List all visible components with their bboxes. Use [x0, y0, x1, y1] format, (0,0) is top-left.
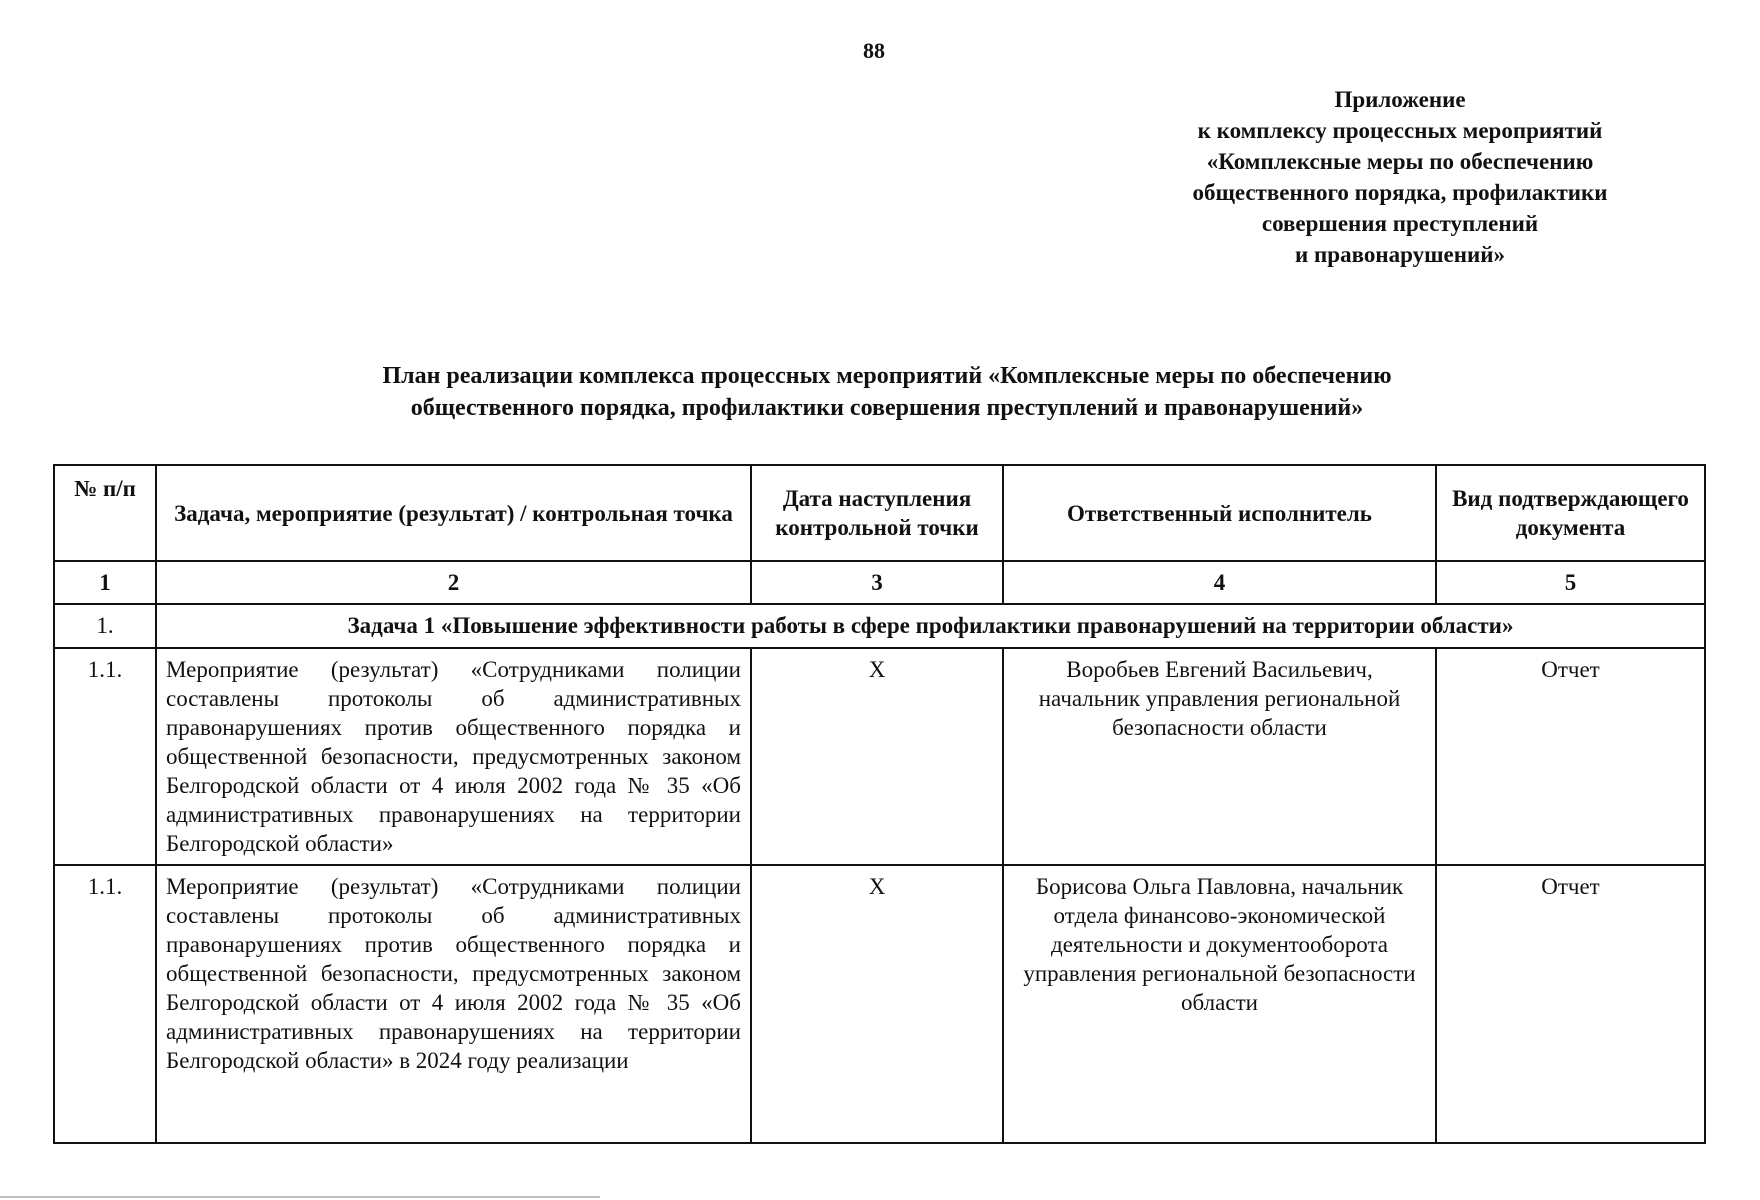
row-responsible: Воробьев Евгений Васильевич, начальник управления региональной безопасности области: [1003, 648, 1436, 865]
table-header-row: [54, 465, 1705, 561]
header-date: Дата наступления контрольной точки: [751, 465, 1003, 561]
appendix-line: и правонарушений»: [1295, 242, 1505, 267]
column-number: 2: [156, 561, 751, 604]
appendix-line: Приложение: [1334, 87, 1466, 112]
header-document: Вид подтверждающего документа: [1436, 465, 1705, 561]
row-document: Отчет: [1436, 865, 1705, 1143]
appendix-line: общественного порядка, профилактики: [1192, 180, 1608, 205]
scan-edge-line: [0, 1196, 600, 1198]
row-task: Мероприятие (результат) «Сотрудниками полиции составлены протоколы об административных правонарушениях против общественного порядка и общественной безопасности, предусмотренных законом Белгородской области от 4 июля 2002 года № 35 «Об административных правонарушениях на территории Белгородской области» в 2024 году реализации: [156, 865, 751, 1143]
column-number: 3: [751, 561, 1003, 604]
task-row: [54, 604, 1705, 648]
page-number: 88: [863, 38, 885, 63]
plan-title-line-1: План реализации комплекса процессных мероприятий «Комплексные меры по обеспечению: [382, 363, 1392, 389]
row-num: 1.1.: [54, 648, 156, 865]
row-date: Х: [751, 865, 1003, 1143]
plan-title-line-2: общественного порядка, профилактики совершения преступлений и правонарушений»: [410, 395, 1364, 421]
header-num: № п/п: [54, 465, 156, 561]
task-title: Задача 1 «Повышение эффективности работы в сфере профилактики правонарушений на территории области»: [156, 604, 1705, 648]
plan-title: [0, 360, 1760, 424]
appendix-line: совершения преступлений: [1261, 211, 1539, 236]
plan-table: [53, 464, 1706, 1144]
row-document: Отчет: [1436, 648, 1705, 865]
column-number: 1: [54, 561, 156, 604]
task-num: 1.: [54, 604, 156, 648]
row-task: Мероприятие (результат) «Сотрудниками полиции составлены протоколы об административных правонарушениях против общественного порядка и общественной безопасности, предусмотренных законом Белгородской области от 4 июля 2002 года № 35 «Об административных правонарушениях на территории Белгородской области»: [156, 648, 751, 865]
header-responsible: Ответственный исполнитель: [1003, 465, 1436, 561]
appendix-header: [1140, 84, 1660, 270]
row-date: Х: [751, 648, 1003, 865]
column-number: 5: [1436, 561, 1705, 604]
row-responsible: Борисова Ольга Павловна, начальник отдела финансово-экономической деятельности и документооборота управления региональной безопасности области: [1003, 865, 1436, 1143]
column-number: 4: [1003, 561, 1436, 604]
column-number-row: [54, 561, 1705, 604]
appendix-line: «Комплексные меры по обеспечению: [1206, 149, 1594, 174]
row-num: 1.1.: [54, 865, 156, 1143]
table-row: [54, 648, 1705, 865]
appendix-line: к комплексу процессных мероприятий: [1197, 118, 1603, 143]
header-task: Задача, мероприятие (результат) / контрольная точка: [156, 465, 751, 561]
table-row: [54, 865, 1705, 1143]
